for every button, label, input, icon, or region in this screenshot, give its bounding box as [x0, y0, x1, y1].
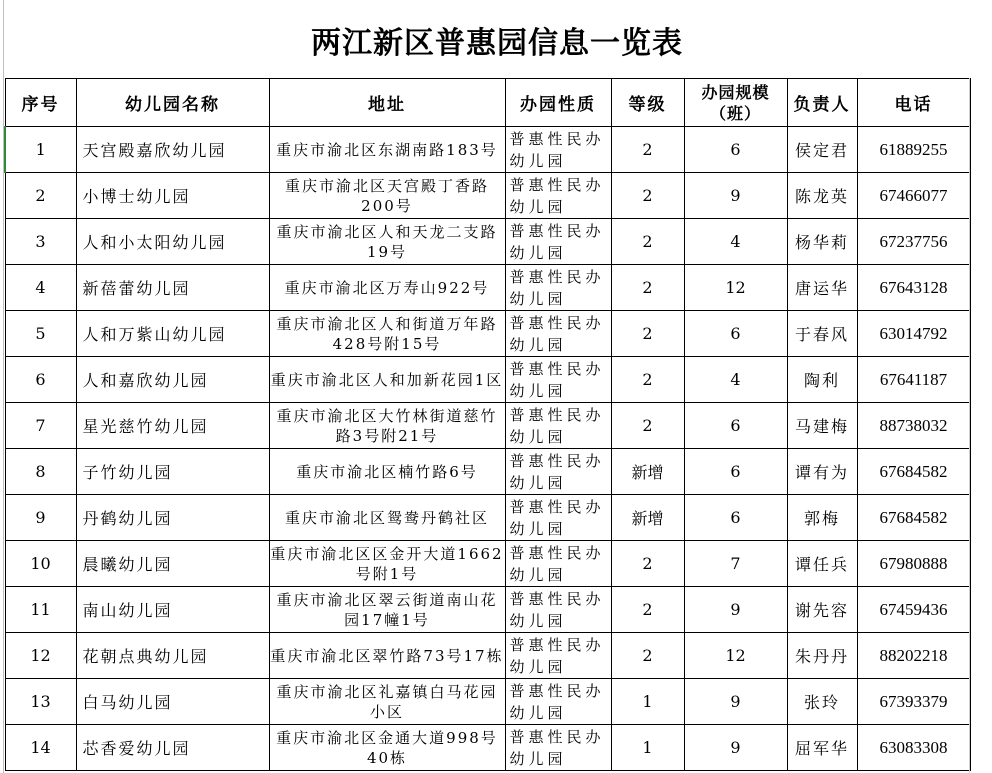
- cell-person[interactable]: 屈军华: [787, 725, 857, 771]
- cell-classes[interactable]: 6: [684, 495, 787, 541]
- table-row: [5, 679, 970, 725]
- cell-nature[interactable]: 普惠性民办幼儿园: [505, 219, 611, 265]
- header-scale[interactable]: 办园规模（班）: [684, 79, 787, 127]
- cell-phone[interactable]: 67459436: [857, 587, 970, 633]
- cell-classes[interactable]: 9: [684, 679, 787, 725]
- cell-grade[interactable]: 2: [611, 541, 684, 587]
- cell-name[interactable]: 白马幼儿园: [76, 679, 269, 725]
- cell-address[interactable]: 重庆市渝北区翠竹路73号17栋: [269, 633, 505, 679]
- cell-num[interactable]: 14: [5, 725, 76, 771]
- cell-person[interactable]: 陶利: [787, 357, 857, 403]
- cell-phone[interactable]: 67684582: [857, 449, 970, 495]
- cell-name[interactable]: 子竹幼儿园: [76, 449, 269, 495]
- cell-phone[interactable]: 67466077: [857, 173, 970, 219]
- table-row: [5, 311, 970, 357]
- cell-person[interactable]: 唐运华: [787, 265, 857, 311]
- cell-person[interactable]: 谭有为: [787, 449, 857, 495]
- cell-nature[interactable]: 普惠性民办幼儿园: [505, 725, 611, 771]
- cell-address[interactable]: 重庆市渝北区区金开大道1662号附1号: [269, 541, 505, 587]
- cell-grade[interactable]: 2: [611, 311, 684, 357]
- table-row: [5, 403, 970, 449]
- cell-phone[interactable]: 67684582: [857, 495, 970, 541]
- header-grade[interactable]: 等级: [611, 79, 684, 127]
- cell-num[interactable]: 4: [5, 265, 76, 311]
- cell-grade[interactable]: 2: [611, 633, 684, 679]
- cell-nature[interactable]: 普惠性民办幼儿园: [505, 403, 611, 449]
- cell-address[interactable]: 重庆市渝北区楠竹路6号: [269, 449, 505, 495]
- cell-num[interactable]: 5: [5, 311, 76, 357]
- cell-name[interactable]: 丹鹤幼儿园: [76, 495, 269, 541]
- cell-nature[interactable]: 普惠性民办幼儿园: [505, 357, 611, 403]
- cell-phone[interactable]: 67643128: [857, 265, 970, 311]
- cell-person[interactable]: 马建梅: [787, 403, 857, 449]
- cell-address[interactable]: 重庆市渝北区万寿山922号: [269, 265, 505, 311]
- table-row: [5, 219, 970, 265]
- cell-classes[interactable]: 4: [684, 357, 787, 403]
- cell-address[interactable]: 重庆市渝北区翠云街道南山花园17幢1号: [269, 587, 505, 633]
- cell-name[interactable]: 人和嘉欣幼儿园: [76, 357, 269, 403]
- cell-name[interactable]: 芯香爱幼儿园: [76, 725, 269, 771]
- gridline: [969, 78, 970, 773]
- cell-name[interactable]: 人和小太阳幼儿园: [76, 219, 269, 265]
- cell-name[interactable]: 新蓓蕾幼儿园: [76, 265, 269, 311]
- cell-address[interactable]: 重庆市渝北区人和街道万年路428号附15号: [269, 311, 505, 357]
- cell-person[interactable]: 谢先容: [787, 587, 857, 633]
- cell-person[interactable]: 于春风: [787, 311, 857, 357]
- cell-classes[interactable]: 7: [684, 541, 787, 587]
- cell-nature[interactable]: 普惠性民办幼儿园: [505, 495, 611, 541]
- header-nature[interactable]: 办园性质: [505, 79, 611, 127]
- cell-classes[interactable]: 6: [684, 127, 787, 173]
- cell-num[interactable]: 7: [5, 403, 76, 449]
- cell-nature[interactable]: 普惠性民办幼儿园: [505, 587, 611, 633]
- cell-name[interactable]: 小博士幼儿园: [76, 173, 269, 219]
- cell-nature[interactable]: 普惠性民办幼儿园: [505, 679, 611, 725]
- cell-phone[interactable]: 88202218: [857, 633, 970, 679]
- cell-phone[interactable]: 67980888: [857, 541, 970, 587]
- cell-num[interactable]: 6: [5, 357, 76, 403]
- cell-name[interactable]: 南山幼儿园: [76, 587, 269, 633]
- cell-grade[interactable]: 2: [611, 127, 684, 173]
- cell-classes[interactable]: 12: [684, 633, 787, 679]
- cell-phone[interactable]: 63083308: [857, 725, 970, 771]
- table-row: [5, 449, 970, 495]
- header-address[interactable]: 地址: [269, 79, 505, 127]
- cell-nature[interactable]: 普惠性民办幼儿园: [505, 449, 611, 495]
- cell-num[interactable]: 2: [5, 173, 76, 219]
- cell-name[interactable]: 天宫殿嘉欣幼儿园: [76, 127, 269, 173]
- cell-grade[interactable]: 2: [611, 173, 684, 219]
- cell-phone[interactable]: 67393379: [857, 679, 970, 725]
- table-row: [5, 357, 970, 403]
- cell-classes[interactable]: 6: [684, 311, 787, 357]
- cell-classes[interactable]: 6: [684, 449, 787, 495]
- cell-grade[interactable]: 2: [611, 219, 684, 265]
- cell-grade[interactable]: 1: [611, 679, 684, 725]
- cell-person[interactable]: 谭任兵: [787, 541, 857, 587]
- cell-nature[interactable]: 普惠性民办幼儿园: [505, 541, 611, 587]
- cell-classes[interactable]: 4: [684, 219, 787, 265]
- cell-num[interactable]: 8: [5, 449, 76, 495]
- table-row: [5, 541, 970, 587]
- header-phone[interactable]: 电话: [857, 79, 970, 127]
- cell-name[interactable]: 人和万紫山幼儿园: [76, 311, 269, 357]
- cell-address[interactable]: 重庆市渝北区东湖南路183号: [269, 127, 505, 173]
- cell-nature[interactable]: 普惠性民办幼儿园: [505, 633, 611, 679]
- cell-nature[interactable]: 普惠性民办幼儿园: [505, 265, 611, 311]
- cell-grade[interactable]: 2: [611, 403, 684, 449]
- cell-nature[interactable]: 普惠性民办幼儿园: [505, 173, 611, 219]
- cell-grade[interactable]: 新增: [611, 449, 684, 495]
- cell-address[interactable]: 重庆市渝北区金通大道998号40栋: [269, 725, 505, 771]
- cell-address[interactable]: 重庆市渝北区礼嘉镇白马花园小区: [269, 679, 505, 725]
- table-row: [5, 173, 970, 219]
- cell-grade[interactable]: 1: [611, 725, 684, 771]
- cell-nature[interactable]: 普惠性民办幼儿园: [505, 311, 611, 357]
- table-row: [5, 495, 970, 541]
- cell-classes[interactable]: 9: [684, 173, 787, 219]
- cell-person[interactable]: 陈龙英: [787, 173, 857, 219]
- cell-person[interactable]: 侯定君: [787, 127, 857, 173]
- cell-person[interactable]: 朱丹丹: [787, 633, 857, 679]
- table-title: 两江新区普惠园信息一览表: [311, 26, 683, 61]
- cell-grade[interactable]: 2: [611, 587, 684, 633]
- cell-person[interactable]: 张玲: [787, 679, 857, 725]
- cell-address[interactable]: 重庆市渝北区人和天龙二支路19号: [269, 219, 505, 265]
- cell-classes[interactable]: 12: [684, 265, 787, 311]
- cell-num[interactable]: 9: [5, 495, 76, 541]
- table-row: [5, 127, 970, 173]
- cell-num[interactable]: 10: [5, 541, 76, 587]
- table-row: [5, 265, 970, 311]
- cell-name[interactable]: 星光慈竹幼儿园: [76, 403, 269, 449]
- cell-grade[interactable]: 2: [611, 265, 684, 311]
- cell-address[interactable]: 重庆市渝北区天宫殿丁香路200号: [269, 173, 505, 219]
- cell-phone[interactable]: 88738032: [857, 403, 970, 449]
- cell-num[interactable]: 1: [5, 127, 76, 173]
- cell-grade[interactable]: 2: [611, 357, 684, 403]
- cell-num[interactable]: 13: [5, 679, 76, 725]
- spreadsheet: [3, 0, 990, 773]
- cell-address[interactable]: 重庆市渝北区人和加新花园1区: [269, 357, 505, 403]
- table-row: [5, 587, 970, 633]
- cell-num[interactable]: 11: [5, 587, 76, 633]
- header-name[interactable]: 幼儿园名称: [76, 79, 269, 127]
- cell-name[interactable]: 晨曦幼儿园: [76, 541, 269, 587]
- cell-num[interactable]: 3: [5, 219, 76, 265]
- header-person[interactable]: 负责人: [787, 79, 857, 127]
- header-row: [5, 79, 970, 127]
- cell-classes[interactable]: 6: [684, 403, 787, 449]
- header-num[interactable]: 序号: [5, 79, 76, 127]
- cell-nature[interactable]: 普惠性民办幼儿园: [505, 127, 611, 173]
- cell-phone[interactable]: 67641187: [857, 357, 970, 403]
- cell-num[interactable]: 12: [5, 633, 76, 679]
- table-row: [5, 633, 970, 679]
- cell-address[interactable]: 重庆市渝北区大竹林街道慈竹路3号附21号: [269, 403, 505, 449]
- cell-phone[interactable]: 63014792: [857, 311, 970, 357]
- cell-name[interactable]: 花朝点典幼儿园: [76, 633, 269, 679]
- cell-person[interactable]: 郭梅: [787, 495, 857, 541]
- table-row: [5, 725, 970, 771]
- kindergarten-table: [4, 78, 971, 771]
- cell-phone[interactable]: 61889255: [857, 127, 970, 173]
- cell-person[interactable]: 杨华莉: [787, 219, 857, 265]
- cell-classes[interactable]: 9: [684, 725, 787, 771]
- cell-address[interactable]: 重庆市渝北区鸳鸯丹鹤社区: [269, 495, 505, 541]
- cell-classes[interactable]: 9: [684, 587, 787, 633]
- cell-phone[interactable]: 67237756: [857, 219, 970, 265]
- cell-grade[interactable]: 新增: [611, 495, 684, 541]
